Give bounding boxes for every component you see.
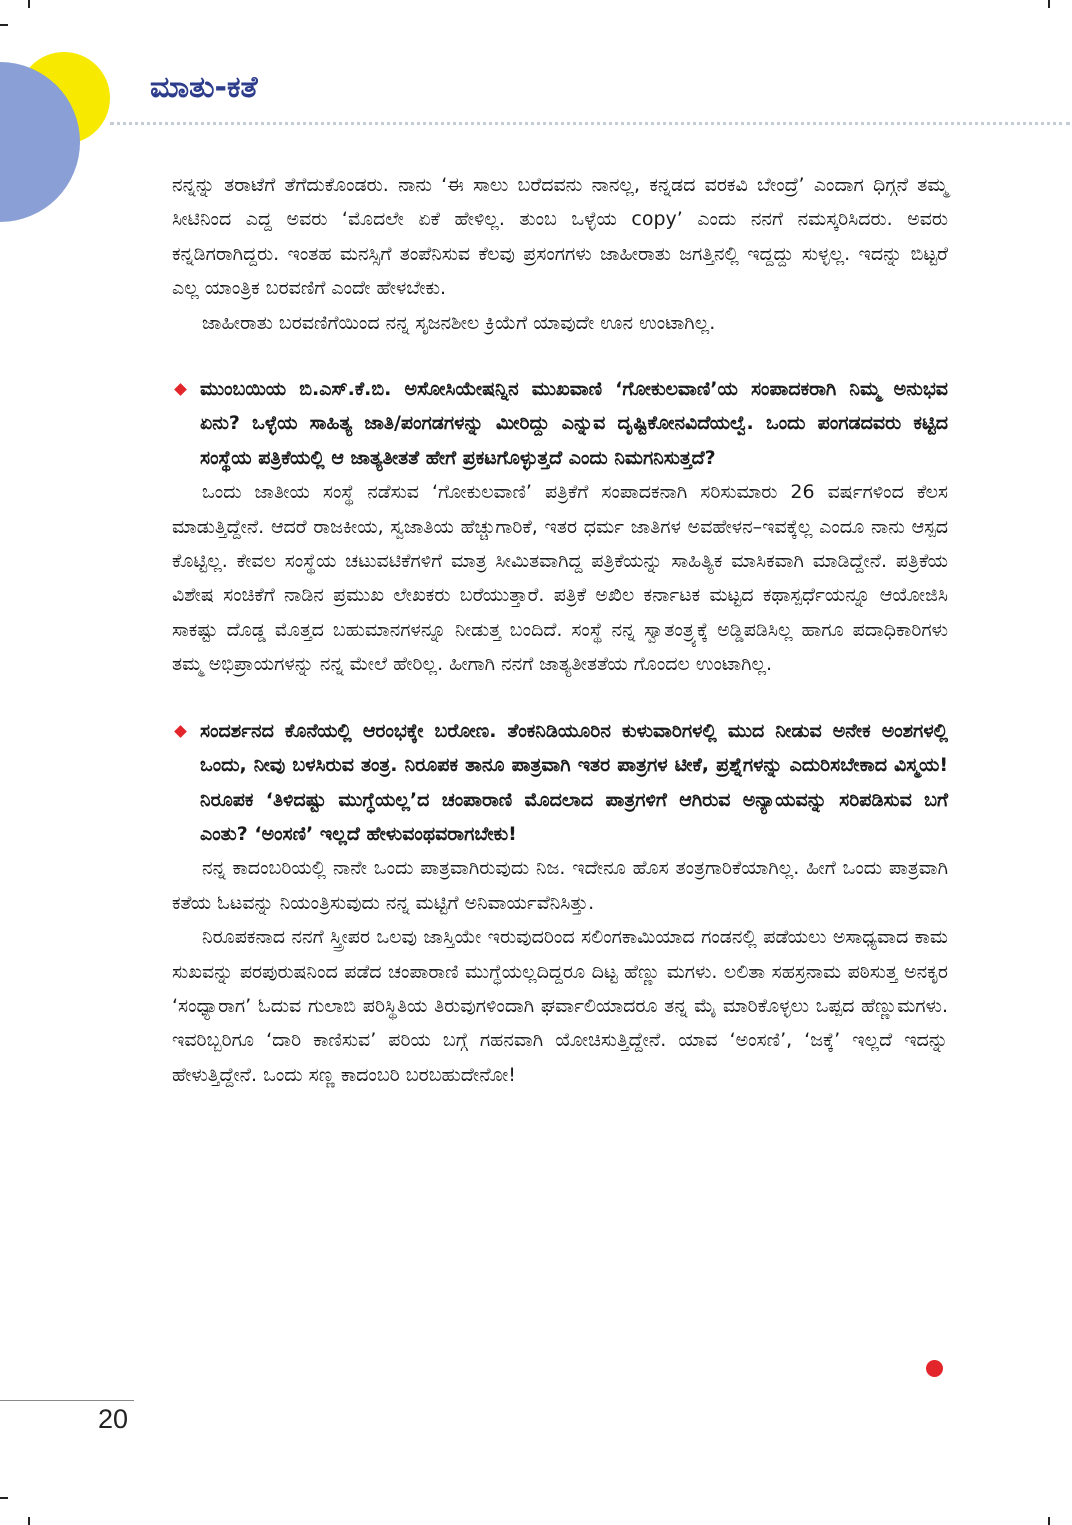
crop-mark <box>28 1517 30 1525</box>
header-dotted-rule <box>110 122 1070 125</box>
paragraph: ಜಾಹೀರಾತು ಬರವಣಿಗೆಯಿಂದ ನನ್ನ ಸೃಜನಶೀಲ ಕ್ರಿಯೆಗೆ ಯಾವುದೇ ಊನ ಉಂಟಾಗಿಲ್ಲ. <box>202 311 716 334</box>
paragraph: ನನ್ನನ್ನು ತರಾಟೆಗೆ ತೆಗೆದುಕೊಂಡರು. ನಾನು ‘ಈ ಸಾಲು ಬರೆದವನು ನಾನಲ್ಲ, ಕನ್ನಡದ ವರಕವಿ ಬೇಂದ್ರೆ’ ಎಂದಾಗ ಧಿಗ್ಗನೆ ತಮ್ಮ ಸೀಟಿನಿಂದ ಎದ್ದ ಅವರು ‘ಮೊದಲೇ ಏಕೆ ಹೇಳಿಲ್ಲ. ತುಂಬ ಒಳ್ಳೆಯ copy’ ಎಂದು ನನಗೆ ನಮಸ್ಕರಿಸಿದರು. ಅವರು ಕನ್ನಡಿಗರಾಗಿದ್ದರು. ಇಂತಹ ಮನಸ್ಸಿಗೆ ತಂಪೆನಿಸುವ ಕೆಲವು ಪ್ರಸಂಗಗಳು ಜಾಹೀರಾತು ಜಗತ್ತಿನಲ್ಲಿ ಇದ್ದದ್ದು ಸುಳ್ಳಲ್ಲ. ಇದನ್ನು ಬಿಟ್ಟರೆ ಎಲ್ಲ ಯಾಂತ್ರಿಕ ಬರವಣಿಗೆ ಎಂದೇ ಹೇಳಬೇಕು. <box>172 174 948 300</box>
paragraph: ಒಂದು ಜಾತೀಯ ಸಂಸ್ಥೆ ನಡೆಸುವ ‘ಗೋಕುಲವಾಣಿ’ ಪತ್ರಿಕೆಗೆ ಸಂಪಾದಕನಾಗಿ ಸರಿಸುಮಾರು 26 ವರ್ಷಗಳಿಂದ ಕೆಲಸ ಮಾಡುತ್ತಿದ್ದೇನೆ. ಆದರೆ ರಾಜಕೀಯ, ಸ್ವಜಾತಿಯ ಹೆಚ್ಚುಗಾರಿಕೆ, ಇತರ ಧರ್ಮ ಜಾತಿಗಳ ಅವಹೇಳನ–ಇವಕ್ಕೆಲ್ಲ ಎಂದೂ ನಾನು ಆಸ್ಪದ ಕೊಟ್ಟಿಲ್ಲ. ಕೇವಲ ಸಂಸ್ಥೆಯ ಚಟುವಟಿಕೆಗಳಿಗೆ ಮಾತ್ರ ಸೀಮಿತವಾಗಿದ್ದ ಪತ್ರಿಕೆಯನ್ನು ಸಾಹಿತ್ಯಿಕ ಮಾಸಿಕವಾಗಿ ಮಾಡಿದ್ದೇನೆ. ಪತ್ರಿಕೆಯ ವಿಶೇಷ ಸಂಚಿಕೆಗೆ ನಾಡಿನ ಪ್ರಮುಖ ಲೇಖಕರು ಬರೆಯುತ್ತಾರೆ. ಪತ್ರಿಕೆ ಅಖಿಲ ಕರ್ನಾಟಕ ಮಟ್ಟದ ಕಥಾಸ್ಪರ್ಧೆಯನ್ನೂ ಆಯೋಜಿಸಿ ಸಾಕಷ್ಟು ದೊಡ್ಡ ಮೊತ್ತದ ಬಹುಮಾನಗಳನ್ನೂ ನೀಡುತ್ತ ಬಂದಿದೆ. ಸಂಸ್ಥೆ ನನ್ನ ಸ್ವಾತಂತ್ರ್ಯಕ್ಕೆ ಅಡ್ಡಿಪಡಿಸಿಲ್ಲ ಹಾಗೂ ಪದಾಧಿಕಾರಿಗಳು ತಮ್ಮ ಅಭಿಪ್ರಾಯಗಳನ್ನು ನನ್ನ ಮೇಲೆ ಹೇರಿಲ್ಲ. ಹೀಗಾಗಿ ನನಗೆ ಜಾತ್ಯತೀತತೆಯ ಗೊಂದಲ ಉಂಟಾಗಿಲ್ಲ. <box>172 481 948 676</box>
question-text: ಮುಂಬಯಿಯ ಬಿ.ಎಸ್.ಕೆ.ಬಿ. ಅಸೋಸಿಯೇಷನ್ನಿನ ಮುಖವಾಣಿ ‘ಗೋಕುಲವಾಣಿ’ಯ ಸಂಪಾದಕರಾಗಿ ನಿಮ್ಮ ಅನುಭವ ಏನು? ಒಳ್ಳೆಯ ಸಾಹಿತ್ಯ ಜಾತಿ/ಪಂಗಡಗಳನ್ನು ಮೀರಿದ್ದು ಎನ್ನುವ ದೃಷ್ಟಿಕೋನವಿದೆಯಲ್ವೆ. ಒಂದು ಪಂಗಡದವರು ಕಟ್ಟಿದ ಸಂಸ್ಥೆಯ ಪತ್ರಿಕೆಯಲ್ಲಿ ಆ ಜಾತ್ಯತೀತತೆ ಹೇಗೆ ಪ್ರಕಟಗೊಳ್ಳುತ್ತದೆ ಎಂದು ನಿಮಗನಿಸುತ್ತದೆ? <box>200 378 948 469</box>
question-text: ಸಂದರ್ಶನದ ಕೊನೆಯಲ್ಲಿ ಆರಂಭಕ್ಕೇ ಬರೋಣ. ತೆಂಕನಿಡಿಯೂರಿನ ಕುಳುವಾರಿಗಳಲ್ಲಿ ಮುದ ನೀಡುವ ಅನೇಕ ಅಂಶಗಳಲ್ಲಿ ಒಂದು, ನೀವು ಬಳಸಿರುವ ತಂತ್ರ. ನಿರೂಪಕ ತಾನೂ ಪಾತ್ರವಾಗಿ ಇತರ ಪಾತ್ರಗಳ ಟೀಕೆ, ಪ್ರಶ್ನೆಗಳನ್ನು ಎದುರಿಸಬೇಕಾದ ವಿಸ್ಮಯ! ನಿರೂಪಕ ‘ತಿಳಿದಷ್ಟು ಮುಗ್ಧೆಯಲ್ಲ’ದ ಚಂಪಾರಾಣಿ ಮೊದಲಾದ ಪಾತ್ರಗಳಿಗೆ ಆಗಿರುವ ಅನ್ಯಾಯವನ್ನು ಸರಿಪಡಿಸುವ ಬಗೆ ಎಂತು? ‘ಅಂಸಣಿ’ ಇಲ್ಲದೆ ಹೇಳುವಂಥವರಾಗಬೇಕು! <box>200 719 948 845</box>
paragraph: ನನ್ನ ಕಾದಂಬರಿಯಲ್ಲಿ ನಾನೇ ಒಂದು ಪಾತ್ರವಾಗಿರುವುದು ನಿಜ. ಇದೇನೂ ಹೊಸ ತಂತ್ರಗಾರಿಕೆಯಾಗಿಲ್ಲ. ಹೀಗೆ ಒಂದು ಪಾತ್ರವಾಗಿ ಕತೆಯ ಓಟವನ್ನು ನಿಯಂತ್ರಿಸುವುದು ನನ್ನ ಮಟ್ಟಿಗೆ ಅನಿವಾರ್ಯವೆನಿಸಿತ್ತು. <box>172 857 948 914</box>
section-title: ಮಾತು-ಕತೆ <box>150 70 258 105</box>
diamond-bullet-icon <box>174 383 187 396</box>
end-of-article-dot-icon <box>926 1360 943 1377</box>
diamond-bullet-icon <box>174 725 187 738</box>
article-body <box>172 168 948 1092</box>
crop-mark <box>1048 1517 1050 1525</box>
crop-mark <box>1048 0 1050 8</box>
interview-question <box>172 714 948 852</box>
crop-mark <box>28 0 30 8</box>
paragraph: ನಿರೂಪಕನಾದ ನನಗೆ ಸ್ತ್ರೀಪರ ಒಲವು ಜಾಸ್ತಿಯೇ ಇರುವುದರಿಂದ ಸಲಿಂಗಕಾಮಿಯಾದ ಗಂಡನಲ್ಲಿ ಪಡೆಯಲು ಅಸಾಧ್ಯವಾದ ಕಾಮ ಸುಖವನ್ನು ಪರಪುರುಷನಿಂದ ಪಡೆದ ಚಂಪಾರಾಣಿ ಮುಗ್ಧೆಯಲ್ಲದಿದ್ದರೂ ದಿಟ್ಟ ಹೆಣ್ಣು ಮಗಳು. ಲಲಿತಾ ಸಹಸ್ರನಾಮ ಪಠಿಸುತ್ತ ಅನಕೃರ ‘ಸಂಧ್ಯಾರಾಗ’ ಓದುವ ಗುಲಾಬಿ ಪರಿಸ್ಥಿತಿಯ ತಿರುವುಗಳಿಂದಾಗಿ ಘರ್ವಾಲಿಯಾದರೂ ತನ್ನ ಮೈ ಮಾರಿಕೊಳ್ಳಲು ಒಪ್ಪದ ಹೆಣ್ಣುಮಗಳು. ಇವರಿಬ್ಬರಿಗೂ ‘ದಾರಿ ಕಾಣಿಸುವ’ ಪರಿಯ ಬಗ್ಗೆ ಗಹನವಾಗಿ ಯೋಚಿಸುತ್ತಿದ್ದೇನೆ. ಯಾವ ‘ಅಂಸಣಿ’, ‘ಜಕ್ಕೆ’ ಇಲ್ಲದೆ ಇದನ್ನು ಹೇಳುತ್ತಿದ್ದೇನೆ. ಒಂದು ಸಣ್ಣ ಕಾದಂಬರಿ ಬರಬಹುದೇನೋ! <box>172 926 948 1086</box>
interview-question <box>172 372 948 475</box>
crop-mark <box>0 1497 8 1499</box>
crop-mark <box>0 24 8 26</box>
page-number: 20 <box>98 1404 129 1434</box>
